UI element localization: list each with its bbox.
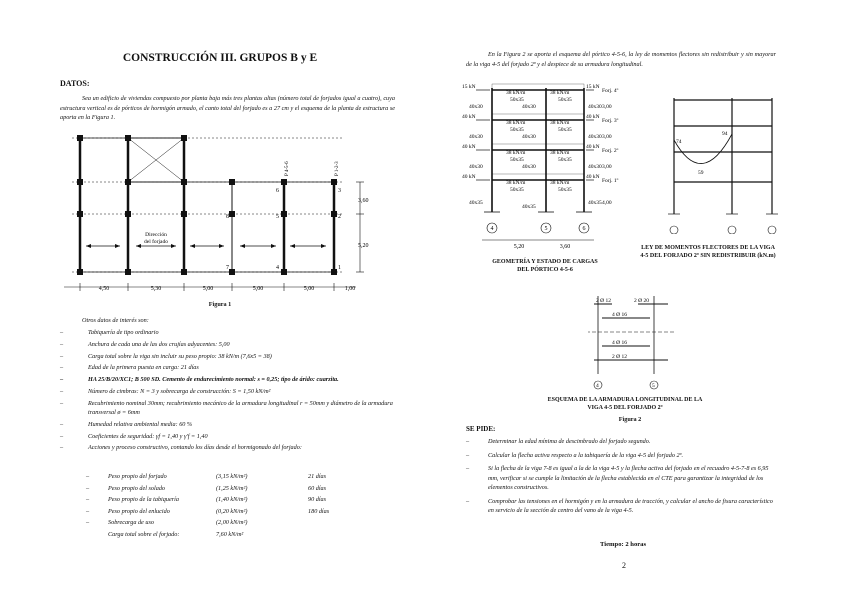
data-list: [60, 328, 405, 455]
step-time: 60 días: [308, 484, 327, 492]
step-value: (1,25 kN/m²): [216, 484, 248, 492]
span-label: 5,20: [513, 244, 525, 250]
list-item: – Edad de la primera puesta en carga: 21 días: [60, 363, 405, 372]
question-item: – Si la flecha de la viga 7-8 es igual a la de la viga 4-5 y la flecha activa del forjado en el recuadro 4-5-7-8 es 6,95 mm, verificar si se cumple la limitación de la flecha establecida en el CTE para garantizar la integridad de los elementos constructivos.: [466, 464, 778, 493]
side-dim: 3,60: [358, 198, 369, 204]
node-label: 7: [226, 265, 229, 271]
list-item: – Carga total sobre la viga sin incluir su peso propio: 38 kN/m (7,6x5 = 38): [60, 352, 405, 361]
moment-value: 74: [676, 139, 682, 145]
se-pide-heading: SE PIDE:: [466, 425, 496, 433]
armadura-caption: ESQUEMA DE LA ARMADURA LONGITUDINAL DE LA: [547, 397, 703, 403]
node-label: 5: [276, 214, 279, 220]
beam-load: 38 kN/m: [550, 150, 570, 156]
bottom-dim: 1,00: [344, 286, 356, 292]
node-label: 2: [338, 214, 341, 220]
step-name: Peso propio del solado: [108, 484, 166, 492]
construction-steps: – Peso propio del forjado (3,15 kN/m²) 21 días – Peso propio del solado (1,25 kN/m²) 60 días – Peso propio de la tabiquería (1,40 kN/m²) 90 días – Peso propio del enlucido (0,20 kN/m²) 180 días – Sobrecarga de uso (2,00 kN/m²) Carga total sobre el forjado: 7,60 kN/m²: [86, 473, 330, 538]
questions-list: [466, 437, 778, 520]
node-label: 3: [338, 188, 341, 194]
figure1-caption: Figura 1: [208, 301, 232, 308]
datos-heading: DATOS:: [60, 79, 90, 88]
load-left: 40 kN: [462, 144, 476, 150]
direction-label-2: del forjado: [144, 239, 168, 245]
page-title: CONSTRUCCIÓN III. GRUPOS B y E: [122, 52, 318, 64]
load-right: 15 kN: [586, 84, 600, 90]
node-label: 4: [276, 265, 279, 271]
column-section: 40x30: [469, 134, 483, 140]
list-item: – Anchura de cada una de las dos crujías adyacentes: 5,00: [60, 340, 405, 349]
beam-section: 50x35: [558, 157, 572, 163]
step-value: (1,40 kN/m²): [216, 496, 248, 503]
axis-label: 4: [490, 226, 494, 232]
column-section: 40x30: [588, 164, 602, 170]
bottom-dim: 5,00: [252, 286, 264, 292]
portico-caption: GEOMETRÍA Y ESTADO DE CARGAS: [492, 259, 598, 265]
column-section: 40x30: [469, 104, 483, 110]
beam-load: 38 kN/m: [550, 90, 570, 96]
step-time: 90 días: [308, 496, 327, 503]
bar-label: 2 Ø 20: [634, 298, 649, 304]
bar-label: 4 Ø 16: [612, 340, 627, 346]
step-value: (0,20 kN/m²): [216, 507, 248, 515]
right-intro: En la Figura 2 se aporta el esquema del pórtico 4-5-6, la ley de momentos flectores sin redistribuir y sin mayorar de la viga 4-5 del forjado 2º y el despiece de su armadura longitudinal.: [466, 51, 776, 68]
base-section: 40x35: [588, 200, 602, 206]
moment-value: 59: [698, 170, 704, 176]
list-item: – Coeficientes de seguridad: γf = 1,40 y γ'f = 1,40: [60, 432, 405, 441]
list-item: – Humedad relativa ambiental media: 60 %: [60, 420, 405, 429]
height-label: 4,00: [602, 200, 612, 206]
moment-value: 94: [722, 131, 728, 137]
base-section: 40x35: [469, 200, 483, 206]
step-time: 21 días: [308, 473, 327, 480]
question-item: – Determinar la edad mínima de descimbrado del forjado segundo.: [466, 437, 778, 447]
step-name: Peso propio de la tabiquería: [108, 496, 179, 503]
side-dim: 5,20: [358, 243, 369, 249]
step-name: Sobrecarga de uso: [108, 519, 154, 526]
intro-paragraph: Sea un edificio de viviendas compuesto por planta baja más tres plantas altas (número total de forjados igual a cuatro), cuya estructura vertical es de pórticos de hormigón armado, el canto total del forjado es a 27 cm y el esquema de la planta de estructura se aporta en la Figura 1.: [60, 95, 395, 121]
list-item: – Número de cimbras: N = 3 y sobrecarga de construcción: S = 1,50 kN/m²: [60, 387, 405, 396]
beam-section: 50x35: [510, 127, 524, 133]
bar-label: 2 Ø 12: [612, 354, 627, 360]
portico-diagram: [462, 80, 632, 252]
moments-caption: 4-5 DEL FORJADO 2º SIN REDISTRIBUIR (kN.m): [640, 253, 776, 259]
load-right: 40 kN: [586, 114, 600, 120]
list-item: – Recubrimiento nominal 30mm; recubrimiento mecánico de la armadura longitudinal r = 50mm y diámetro de la armadura transversal ø = 6mm: [60, 399, 405, 417]
bottom-dim: 5,00: [202, 286, 214, 292]
step-value: (2,00 kN/m²): [216, 519, 248, 526]
step-name: Peso propio del forjado: [108, 473, 167, 480]
axis-label: P 4-5-6: [285, 161, 290, 176]
column-section: 40x30: [522, 134, 536, 140]
column-section: 40x30: [588, 104, 602, 110]
axis-label: 5: [652, 383, 655, 389]
step-time: 180 días: [308, 507, 330, 515]
beam-load: 38 kN/m: [550, 120, 570, 126]
moment-diagram: [662, 94, 792, 234]
base-section: 40x35: [522, 204, 536, 210]
load-left: 40 kN: [462, 174, 476, 180]
node-label: 1: [338, 265, 341, 271]
floor-label: Forj. 3º: [602, 118, 619, 124]
beam-section: 50x35: [510, 157, 524, 163]
moments-caption: LEY DE MOMENTOS FLECTORES DE LA VIGA: [641, 245, 775, 251]
axis-label: P 1-2-3: [335, 161, 340, 176]
column-section: 40x30: [588, 134, 602, 140]
beam-section: 50x35: [510, 187, 524, 193]
beam-load: 38 kN/m: [506, 150, 526, 156]
span-label: 3,60: [559, 244, 571, 250]
question-item: – Comprobar las tensiones en el hormigón y en la armadura de tracción, y calcular el ancho de fisura característico en servicio de la sección de centro del vano de la viga 4-5.: [466, 497, 778, 516]
column-section: 40x30: [522, 164, 536, 170]
node-label: 6: [276, 188, 279, 194]
load-left: 15 kN: [462, 84, 476, 90]
bottom-dim: 4,50: [98, 286, 110, 292]
axis-label: 4: [596, 383, 599, 389]
step-value: 7,60 kN/m²: [216, 530, 244, 538]
beam-section: 50x35: [558, 187, 572, 193]
list-item: – Tabiquería de tipo ordinario: [60, 328, 405, 337]
floor-label: Forj. 1º: [602, 178, 619, 184]
load-left: 40 kN: [462, 114, 476, 120]
height-label: 3,00: [602, 164, 612, 170]
step-name: Carga total sobre el forjado:: [108, 530, 180, 538]
load-right: 40 kN: [586, 174, 600, 180]
list-item: – HA 25/B/20/XC1; B 500 SD. Cemento de endurecimiento normal: s = 0,25; tipo de árido: cuarzita.: [60, 375, 405, 384]
axis-label: 6: [582, 226, 586, 232]
beam-section: 50x35: [558, 127, 572, 133]
figure1-plan: [60, 132, 380, 298]
direction-label-1: Dirección: [145, 232, 167, 238]
beam-load: 38 kN/m: [550, 180, 570, 186]
bottom-dim: 5,00: [303, 286, 315, 292]
step-name: Peso propio del enlucido: [108, 507, 170, 515]
column-section: 40x30: [522, 104, 536, 110]
beam-section: 50x35: [558, 97, 572, 103]
question-item: – Calcular la flecha activa respecto a la tabiquería de la viga 4-5 del forjado 2º.: [466, 451, 778, 461]
time-allowed: Tiempo: 2 horas: [600, 541, 647, 548]
beam-load: 38 kN/m: [506, 120, 526, 126]
axis-label: 5: [544, 226, 548, 232]
height-label: 3,00: [602, 134, 612, 140]
beam-load: 38 kN/m: [506, 180, 526, 186]
column-section: 40x30: [469, 164, 483, 170]
floor-label: Forj. 4º: [602, 88, 619, 94]
bar-label: 2 Ø 12: [596, 298, 611, 304]
floor-label: Forj. 2º: [602, 148, 619, 154]
beam-load: 38 kN/m: [506, 90, 526, 96]
bottom-dim: 5,30: [150, 286, 162, 292]
armadura-diagram: [588, 294, 678, 394]
load-right: 40 kN: [586, 144, 600, 150]
figure2-caption: Figura 2: [618, 416, 642, 423]
list-item: – Acciones y proceso constructivo, contando los días desde el hormigonado del forjado:: [60, 443, 405, 452]
portico-caption: DEL PÓRTICO 4-5-6: [517, 267, 573, 273]
beam-section: 50x35: [510, 97, 524, 103]
page-number: 2: [622, 561, 626, 570]
otros-datos: Otros datos de interés son:: [82, 317, 149, 324]
step-value: (3,15 kN/m²): [216, 473, 248, 480]
bar-label: 4 Ø 16: [612, 312, 627, 318]
armadura-caption: VIGA 4-5 DEL FORJADO 2º: [587, 405, 663, 411]
height-label: 3,00: [602, 104, 612, 110]
node-label: 8: [226, 214, 229, 220]
